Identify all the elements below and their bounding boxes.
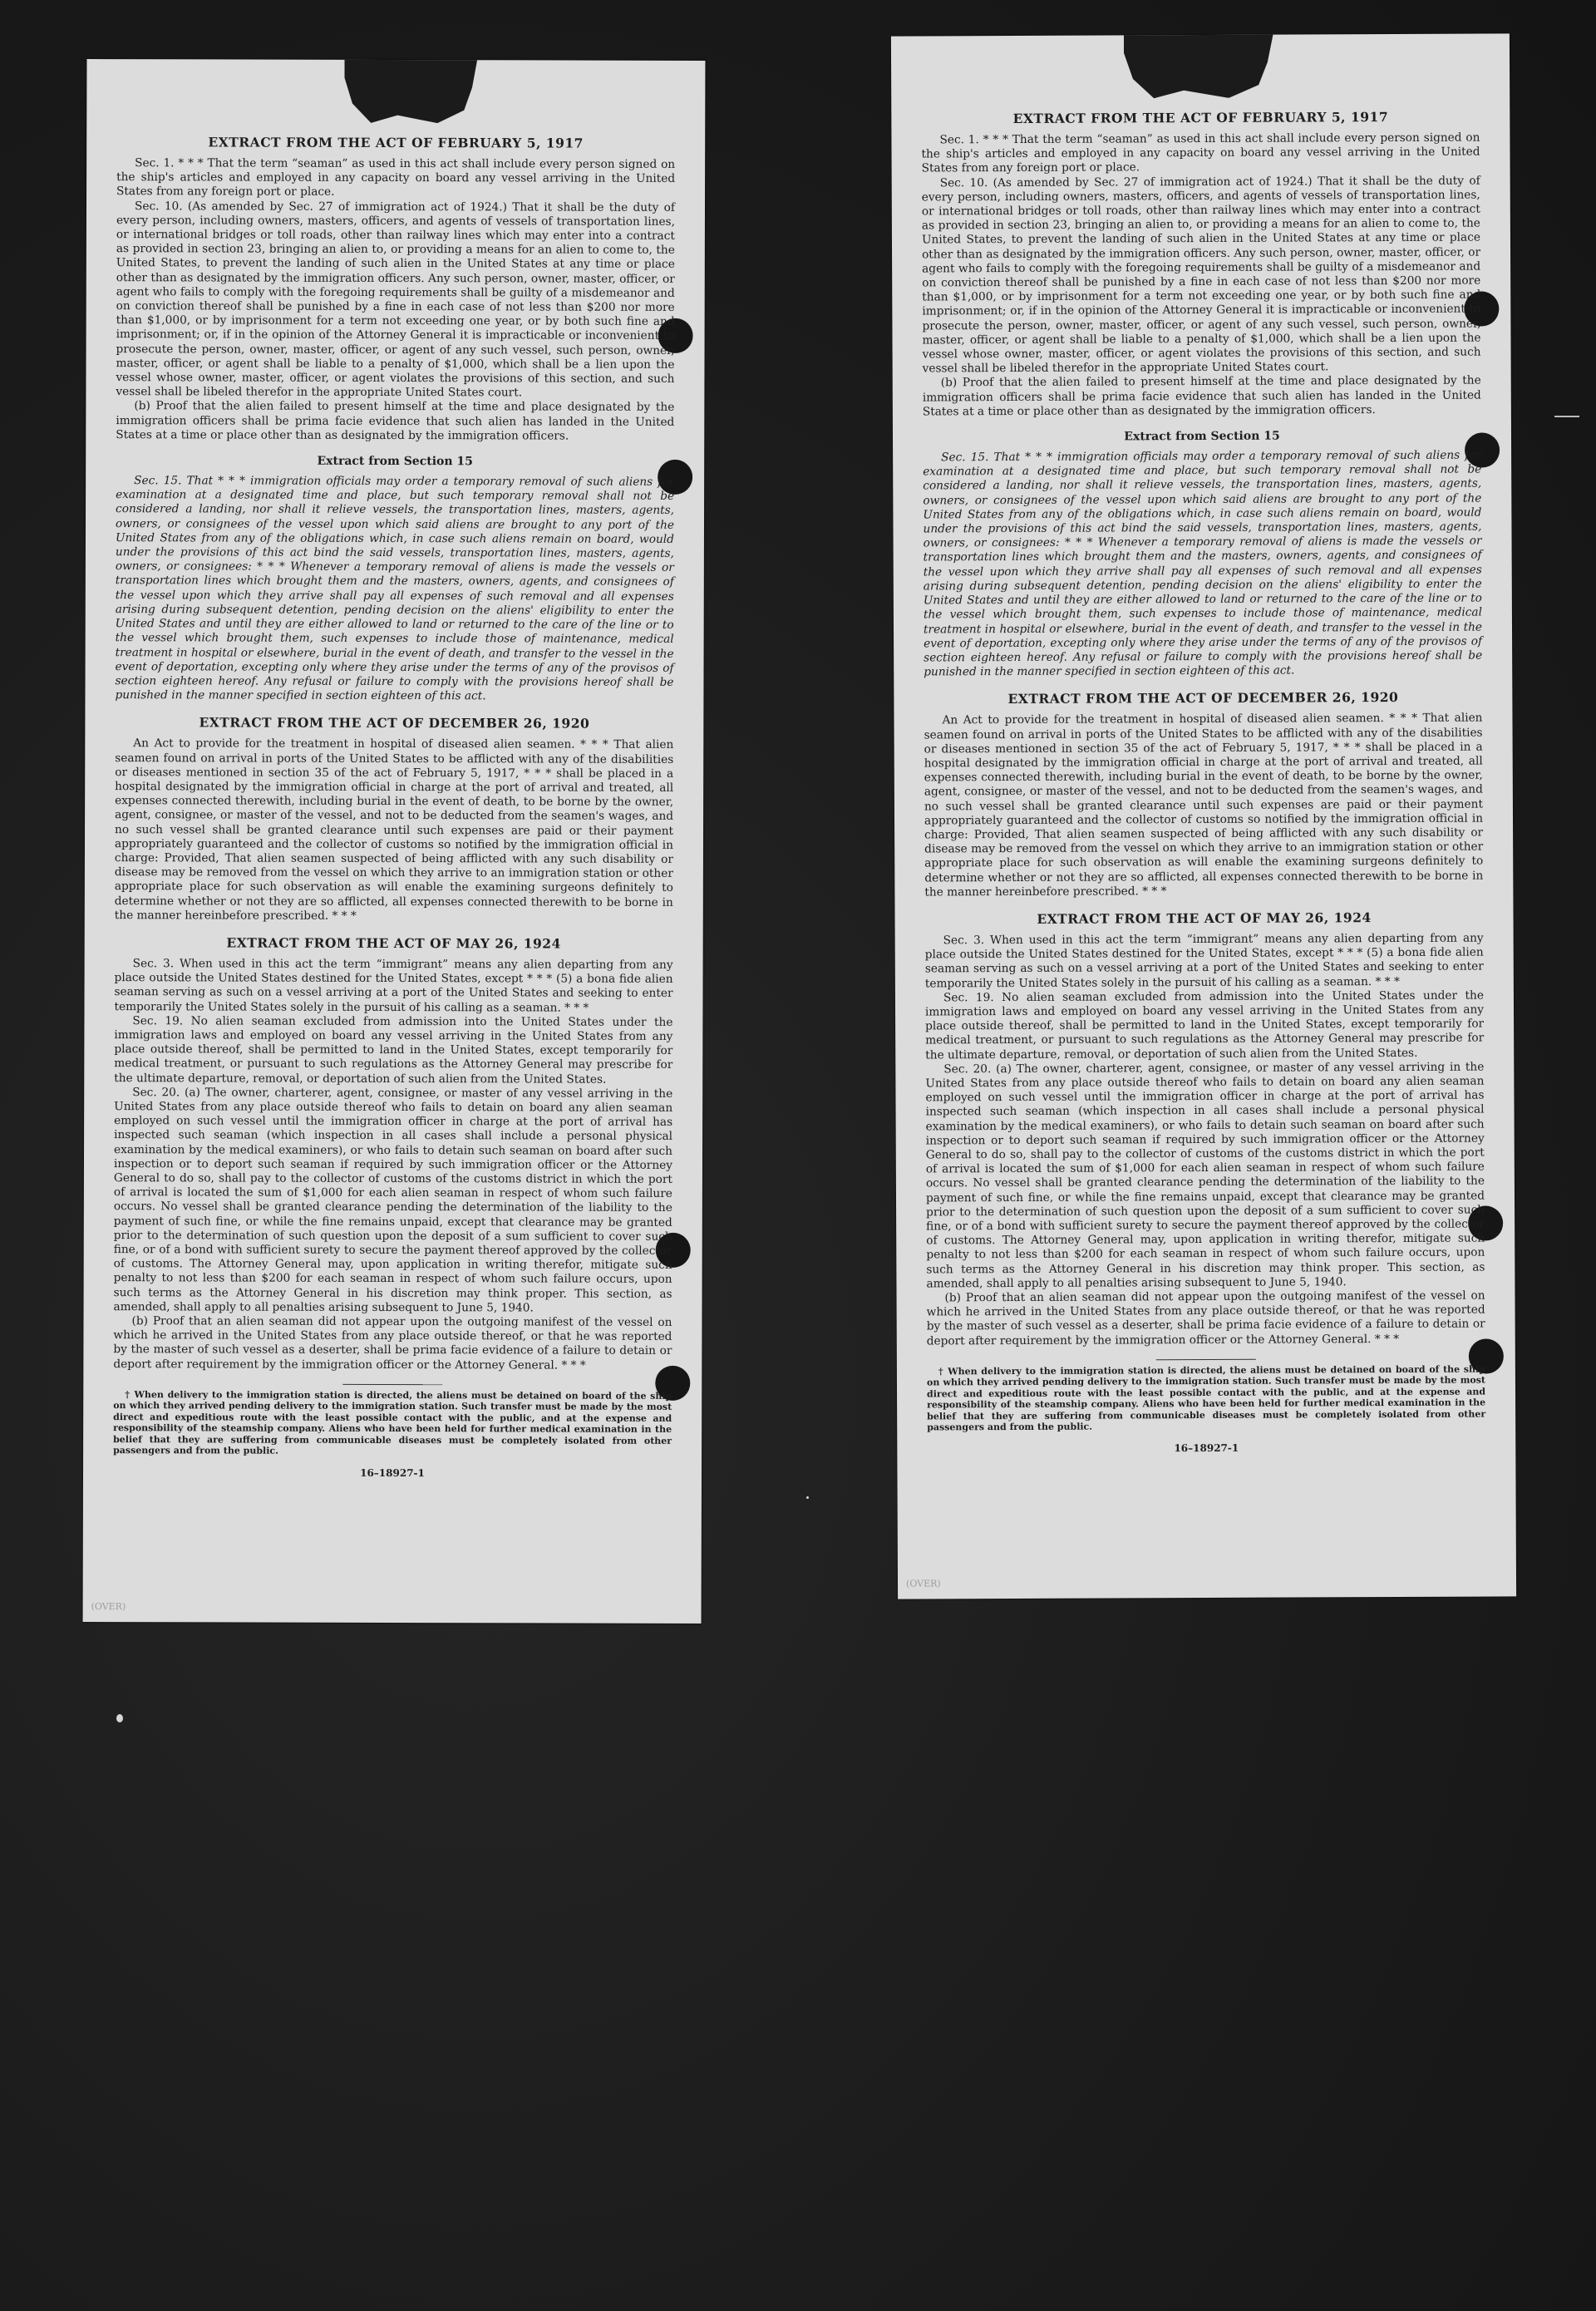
section-19-text: Sec. 19. No alien seaman excluded from admission into the United States under the immigration laws and employed on board any vessel arriving in the United States from any place outside thereof, shall be permitted to land in the United States, except temporarily for medical treatment, or pursuant to such regulations as the Attorney General may prescribe for the ultimate departure, removal, or deportation of such alien from the United States. <box>114 1013 673 1087</box>
section-10b-text: (b) Proof that the alien failed to present himself at the time and place designated by the immigration officers shall be prima facie evidence that such alien has landed in the United States at a time or place other than as designated by the immigration officers. <box>116 399 675 443</box>
section-3-text: Sec. 3. When used in this act the term “immigrant” means any alien departing from any place outside the United States destined for the United States, except * * * (5) a bona fide alien seaman serving as such on a vessel arriving at a port of the United States and seeking to enter temporarily the United States solely in the pursuit of his calling as a seaman. * * * <box>924 931 1484 991</box>
divider <box>1156 1359 1256 1361</box>
subheading-section-15: Extract from Section 15 <box>1124 429 1280 444</box>
section-20b-text: (b) Proof that an alien seaman did not appear upon the outgoing manifest of the vessel on which he arrived in the United States from any place outside thereof, or that he was reported by the master of such vessel as a deserter, shall be prima facie evidence of a failure to detain or deport after requirement by the immigration officer or the Attorney General. * * * <box>926 1289 1485 1348</box>
act-1920-text: An Act to provide for the treatment in hospital of diseased alien seamen. * * * That alien seamen found on arrival in ports of the United States to be afflicted with any of the disabilities or diseases mentioned in section 35 of the act of February 5, 1917, * * * shall be placed in a hospital designated by the immigration official in charge at the port of arrival and treated, all expenses connected therewith, including burial in the event of death, to be borne by the owner, agent, consignee, or master of the vessel, and not to be deducted from the seamen's wages, and no such vessel shall be granted clearance until such expenses are paid or their payment appropriately guaranteed and the collector of customs so notified by the immigration official in charge: Provided, That alien seamen suspected of being afflicted with any such disability or disease may be removed from the vessel on which they arrive to an immigration station or other appropriate place for such observation as will enable the examining surgeons definitely to determine whether or not they are so afflicted, all expenses connected therewith to be borne in the manner hereinbefore prescribed. * * * <box>114 737 674 923</box>
section-20a-text: Sec. 20. (a) The owner, charterer, agent, consignee, or master of any vessel arriving in the United States from any place outside thereof who fails to detain on board any alien seaman employed on such vessel until the immigration officer in charge at the port of arrival has inspected such seaman (which inspection in all cases shall include a personal physical examination by the medical examiners), or who fails to detain such seaman on board after such inspection or to deport such seaman if required by such immigration officer or the Attorney General to do so, shall pay to the collector of customs of the customs district in which the port of arrival is located the sum of $1,000 for each alien seaman in respect of whom such failure occurs. No vessel shall be granted clearance pending the determination of the liability to the payment of such fine, or while the fine remains unpaid, except that clearance may be granted prior to the determination of such question upon the deposit of a sum sufficient to cover such fine, or of a bond with sufficient surety to secure the payment thereof approved by the collector of customs. The Attorney General may, upon application in writing therefor, mitigate such penalty to not less than $200 for each seaman in respect of whom such failure occurs, upon such terms as the Attorney General in his discretion may think proper. This section, as amended, shall apply to all penalties arising subsequent to June 5, 1940. <box>113 1085 673 1315</box>
section-1-text: Sec. 1. * * * That the term “seaman” as used in this act shall include every person signed on the ship's articles and employed in any capacity on board any vessel arriving in the United States from any foreign port or place. <box>921 131 1480 175</box>
heading-act-1917: EXTRACT FROM THE ACT OF FEBRUARY 5, 1917 <box>208 134 584 151</box>
document-body <box>921 97 1485 1456</box>
section-3-text: Sec. 3. When used in this act the term “immigrant” means any alien departing from any place outside the United States destined for the United States, except * * * (5) a bona fide alien seaman serving as such on a vessel arriving at a port of the United States and seeking to enter temporarily the United States solely in the pursuit of his calling as a seaman. * * * <box>114 957 673 1015</box>
form-code: 16–18927-1 <box>1174 1441 1239 1455</box>
section-1-text: Sec. 1. * * * That the term “seaman” as used in this act shall include every person signed on the ship's articles and employed in any capacity on board any vessel arriving in the United States from any foreign port or place. <box>116 156 676 200</box>
section-20b-text: (b) Proof that an alien seaman did not appear upon the outgoing manifest of the vessel on which he arrived in the United States from any place outside thereof, or that he was reported by the master of such vessel as a deserter, shall be prima facie evidence of a failure to detain or deport after requirement by the immigration officer or the Attorney General. * * * <box>113 1314 672 1372</box>
act-1920-text: An Act to provide for the treatment in hospital of diseased alien seamen. * * * That alien seamen found on arrival in ports of the United States to be afflicted with any of the disabilities or diseases mentioned in section 35 of the act of February 5, 1917, * * * shall be placed in a hospital designated by the immigration official in charge at the port of arrival and treated, all expenses connected therewith, including burial in the event of death, to be borne by the owner, agent, consignee, or master of the vessel, and not to be deducted from the seamen's wages, and no such vessel shall be granted clearance until such expenses are paid or their payment appropriately guaranteed and the collector of customs so notified by the immigration official in charge: Provided, That alien seamen suspected of being afflicted with any such disability or disease may be removed from the vessel on which they arrive to an immigration station or other appropriate place for such observation as will enable the examining surgeons definitely to determine whether or not they are so afflicted, all expenses connected therewith to be borne in the manner hereinbefore prescribed. * * * <box>924 711 1484 899</box>
section-15-text: Sec. 15. That * * * immigration officials may order a temporary removal of such aliens for examination at a designated time and place, but such temporary removal shall not be considered a landing, nor shall it relieve vessels, the transportation lines, masters, agents, owners, or consignees of the vessel upon which said aliens are brought to any port of the United States from any of the obligations which, in case such aliens remain on board, would under the provisions of this act bind the said vessels, transportation lines, masters, agents, owners, or consignees: * * * Whenever a temporary removal of aliens is made the vessels or transportation lines which brought them and the masters, owners, agents, and consignees of the vessel upon which they arrive shall pay all expenses of such removal and all expenses arising during subsequent detention, pending decision on the aliens' eligibility to enter the United States and until they are either allowed to land or returned to the care of the line or to the vessel which brought them, such expenses to include those of maintenance, medical treatment in hospital or elsewhere, burial in the event of death, and transfer to the vessel in the event of deportation, excepting only where they arise under the terms of any of the provisos of section eighteen hereof. Any refusal or failure to comply with the provisions hereof shall be punished in the manner specified in section eighteen of this act. <box>115 474 675 703</box>
section-15-text: Sec. 15. That * * * immigration officials may order a temporary removal of such aliens for examination at a designated time and place, but such temporary removal shall not be considered a landing, nor shall it relieve vessels, the transportation lines, masters, agents, owners, or consignees of the vessel upon which said aliens are brought to any port of the United States from any of the obligations which, in case such aliens remain on board, would under the provisions of this act bind the said vessels, transportation lines, masters, agents, owners, or consignees: * * * Whenever a temporary removal of aliens is made the vessels or transportation lines which brought them and the masters, owners, agents, and consignees of the vessel upon which they arrive shall pay all expenses of such removal and all expenses arising during subsequent detention, pending decision on the aliens' eligibility to enter the United States and until they are either allowed to land or returned to the care of the line or to the vessel which brought them, such expenses to include those of maintenance, medical treatment in hospital or elsewhere, burial in the event of death, and transfer to the vessel in the event of deportation, excepting only where they arise under the terms of any of the provisos of section eighteen hereof. Any refusal or failure to comply with the provisions hereof shall be punished in the manner specified in section eighteen of this act. <box>923 448 1483 679</box>
over-mark: (OVER) <box>905 1578 941 1589</box>
section-10-text: Sec. 10. (As amended by Sec. 27 of immigration act of 1924.) That it shall be the duty of every person, including owners, masters, officers, and agents of vessels of transportation lines, or international bridges or toll roads, other than railway lines which may enter into a contract as provided in section 23, bringing an alien to, or providing a means for an alien to come to, the United States, to prevent the landing of such alien in the United States at any time or place other than as designated by the immigration officers. Any such person, owner, master, officer, or agent who fails to comply with the foregoing requirements shall be guilty of a misdemeanor and on conviction thereof shall be punished by a fine in each case of not less than $200 nor more than $1,000, or by imprisonment for a term not exceeding one year, or by both such fine and imprisonment; or, if in the opinion of the Attorney General it is impracticable or inconvenient to prosecute the person, owner, master, officer, or agent of any such vessel, such person, owner, master, officer, or agent shall be liable to a penalty of $1,000, which shall be a lien upon the vessel whose owner, master, officer, or agent violates the provisions of this section, and such vessel shall be libeled therefor in the appropriate United States court. <box>116 199 676 400</box>
section-10-text: Sec. 10. (As amended by Sec. 27 of immigration act of 1924.) That it shall be the duty of every person, including owners, masters, officers, and agents of vessels of transportation lines, or international bridges or toll roads, other than railway lines which may enter into a contract as provided in section 23, bringing an alien to, or providing a means for an alien to come to, the United States, to prevent the landing of such alien in the United States at any time or place other than as designated by the immigration officers. Any such person, owner, master, officer, or agent who fails to comply with the foregoing requirements shall be guilty of a misdemeanor and on conviction thereof shall be punished by a fine in each case of not less than $200 nor more than $1,000, or by imprisonment for a term not exceeding one year, or by both such fine and imprisonment; or, if in the opinion of the Attorney General it is impracticable or inconvenient to prosecute the person, owner, master, officer, or agent of any such vessel, such person, owner, master, officer, or agent shall be liable to a penalty of $1,000, which shall be a lien upon the vessel whose owner, master, officer, or agent violates the provisions of this section, and such vessel shall be libeled therefor in the appropriate United States court. <box>921 174 1481 376</box>
heading-act-1924: EXTRACT FROM THE ACT OF MAY 26, 1924 <box>1037 909 1372 927</box>
scan-speck <box>116 1714 123 1722</box>
section-10b-text: (b) Proof that the alien failed to present himself at the time and place designated by the immigration officers shall be prima facie evidence that such alien has landed in the United States at a time or place other than as designated by the immigration officers. <box>922 373 1481 419</box>
footnote: † When delivery to the immigration station is directed, the aliens must be detained on board of the ship on which they arrived pending delivery to the immigration station. Such transfer must be made by the most direct and expeditious route with the least possible contact with the public, and at the expense and responsibility of the steamship company. Aliens who have been held for further medical examination in the belief that they are suffering from communicable diseases must be completely isolated from other passengers and from the public. <box>113 1388 672 1456</box>
torn-edge <box>1124 33 1273 98</box>
heading-act-1920: EXTRACT FROM THE ACT OF DECEMBER 26, 1920 <box>1007 689 1399 707</box>
heading-act-1920: EXTRACT FROM THE ACT OF DECEMBER 26, 1920 <box>199 714 590 732</box>
torn-edge <box>344 59 477 123</box>
heading-act-1924: EXTRACT FROM THE ACT OF MAY 26, 1924 <box>226 934 561 952</box>
section-20a-text: Sec. 20. (a) The owner, charterer, agent, consignee, or master of any vessel arriving in the United States from any place outside thereof who fails to detain on board any alien seaman employed on such vessel until the immigration officer in charge at the port of arrival has inspected such seaman (which inspection in all cases shall include a personal physical examination by the medical examiners), or who fails to detain such seaman on board after such inspection or to deport such seaman if required by such immigration officer or the Attorney General to do so, shall pay to the collector of customs of the customs district in which the port of arrival is located the sum of $1,000 for each alien seaman in respect of whom such failure occurs. No vessel shall be granted clearance pending the determination of the liability to the payment of such fine, or while the fine remains unpaid, except that clearance may be granted prior to the determination of such question upon the deposit of a sum sufficient to cover such fine, or of a bond with sufficient surety to secure the payment thereof approved by the collector of customs. The Attorney General may, upon application in writing therefor, mitigate such penalty to not less than $200 for each seaman in respect of whom such failure occurs, upon such terms as the Attorney General in his discretion may think proper. This section, as amended, shall apply to all penalties arising subsequent to June 5, 1940. <box>925 1060 1485 1291</box>
section-19-text: Sec. 19. No alien seaman excluded from admission into the United States under the immigration laws and employed on board any vessel arriving in the United States from any place outside thereof, shall be permitted to land in the United States, except temporarily for medical treatment, or pursuant to such regulations as the Attorney General may prescribe for the ultimate departure, removal, or deportation of such alien from the United States. <box>924 988 1485 1062</box>
document-page-right <box>891 33 1516 1599</box>
scan-speck <box>806 1496 809 1499</box>
subheading-section-15: Extract from Section 15 <box>317 454 473 469</box>
scan-speck <box>1554 416 1579 417</box>
document-page-left <box>83 59 706 1624</box>
over-mark: (OVER) <box>91 1601 126 1613</box>
heading-act-1917: EXTRACT FROM THE ACT OF FEBRUARY 5, 1917 <box>1012 109 1389 126</box>
document-body <box>113 122 675 1480</box>
form-code: 16–18927-1 <box>360 1466 425 1479</box>
divider <box>342 1384 442 1385</box>
footnote: † When delivery to the immigration station is directed, the aliens must be detained on board of the ship on which they arrived pending delivery to the immigration station. Such transfer must be made by the most direct and expeditious route with the least possible contact with the public, and at the expense and responsibility of the steamship company. Aliens who have been held for further medical examination in the belief that they are suffering from communicable diseases must be completely isolated from other passengers and from the public. <box>926 1363 1486 1433</box>
